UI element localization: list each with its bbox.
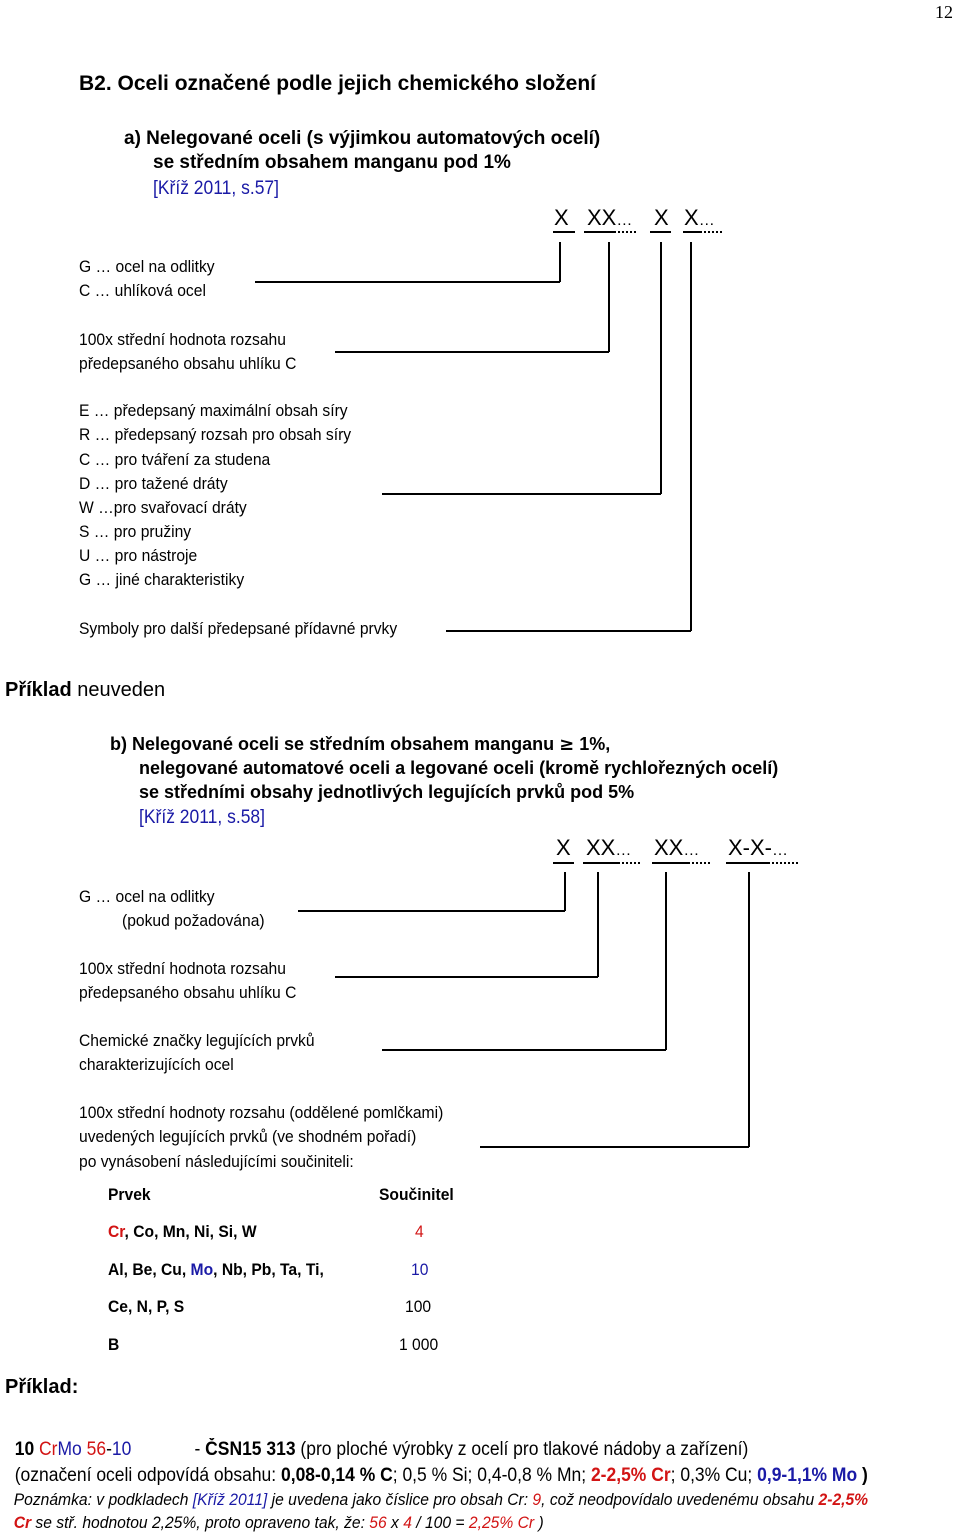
table-header-factor: Součinitel <box>379 1185 454 1204</box>
section-a-reference: [Kříž 2011, s.57] <box>153 178 279 199</box>
a-group-1-line-2: C … uhlíková ocel <box>79 281 206 300</box>
b-group-4-line-3: po vynásobení následujícími součiniteli: <box>79 1152 354 1171</box>
section-a-example: Příklad neuveden <box>5 679 166 701</box>
b-group-1-line-2: (pokud požadována) <box>122 911 265 930</box>
page-number: 12 <box>935 2 953 22</box>
table-row-1-elements <box>108 1222 257 1242</box>
a-group-3-line-6: S … pro pružiny <box>79 522 192 541</box>
row-2-el-1: Al, Be, Cu, <box>108 1260 191 1279</box>
a-group-3-line-7: U … pro nástroje <box>79 546 198 565</box>
table-row-2-elements <box>108 1260 324 1280</box>
row-1-el-2: , Co, Mn, Ni, Si, W <box>124 1222 257 1241</box>
row-3-el-1: Ce, N, P, S <box>108 1297 185 1316</box>
table-row-4-factor: 1 000 <box>399 1335 439 1354</box>
table-row-4-elements <box>108 1335 119 1355</box>
section-b-code-3: XX… <box>654 835 700 860</box>
b-group-3-line-1: Chemické značky legujících prvků <box>79 1031 315 1050</box>
b-group-4-line-1: 100x střední hodnoty rozsahu (oddělené pomlčkami) <box>79 1103 444 1122</box>
page-title: B2. Oceli označené podle jejich chemického složení <box>79 72 597 95</box>
example-line-2: (označení oceli odpovídá obsahu: 0,08-0,14 % C; 0,5 % Si; 0,4-0,8 % Mn; 2-2,5% Cr; 0,3% Cu; 0,9-1,1% Mo ) <box>14 1465 868 1486</box>
a-group-2-line-1: 100x střední hodnota rozsahu <box>79 330 286 349</box>
b-group-2-line-1: 100x střední hodnota rozsahu <box>79 959 286 978</box>
section-b-reference: [Kříž 2011, s.58] <box>139 807 265 828</box>
section-b-code-2: XX… <box>586 835 632 860</box>
section-a-code-3: X <box>654 205 669 230</box>
table-header-element: Prvek <box>108 1185 151 1204</box>
section-b-example-label: Příklad: <box>5 1376 79 1398</box>
section-b-heading-2: nelegované automatové oceli a legované oceli (kromě rychlořezných ocelí) <box>139 758 779 778</box>
table-row-2-factor: 10 <box>411 1260 429 1279</box>
a-group-3-line-5: W …pro svařovací dráty <box>79 498 247 517</box>
a-group-4-line-1: Symboly pro další předepsané přídavné prvky <box>79 619 398 638</box>
note-line-2: Cr se stř. hodnotou 2,25%, proto opraveno tak, že: 56 x 4 / 100 = 2,25% Cr ) <box>13 1513 544 1532</box>
section-a-code-4: X… <box>684 205 715 230</box>
a-group-3-line-4: D … pro tažené dráty <box>79 474 228 493</box>
row-4-el-1: B <box>108 1335 120 1354</box>
row-1-el-1: Cr <box>108 1222 125 1241</box>
b-group-3-line-2: charakterizujících ocel <box>79 1055 234 1074</box>
b-group-4-line-2: uvedených legujících prvků (ve shodném pořadí) <box>79 1127 417 1146</box>
table-row-3-factor: 100 <box>405 1297 432 1316</box>
table-row-1-factor: 4 <box>415 1222 424 1241</box>
a-group-3-line-8: G … jiné charakteristiky <box>79 570 245 589</box>
section-b-heading-1: b) Nelegované oceli se středním obsahem manganu ≥ 1%, <box>110 734 611 755</box>
a-group-3-line-1: E … předepsaný maximální obsah síry <box>79 401 348 420</box>
section-a-code-1: X <box>554 205 569 230</box>
a-group-2-line-2: předepsaného obsahu uhlíku C <box>79 354 297 373</box>
a-group-3-line-2: R … předepsaný rozsah pro obsah síry <box>79 425 352 444</box>
row-2-el-3: , Nb, Pb, Ta, Ti, <box>213 1260 324 1279</box>
section-b-code-4: X-X-… <box>728 835 788 860</box>
a-group-3-line-3: C … pro tváření za studena <box>79 450 271 469</box>
section-a-code-2: XX… <box>587 205 633 230</box>
note-line-1: Poznámka: v podkladech [Kříž 2011] je uvedena jako číslice pro obsah Cr: 9, což neodpovídalo uvedenému obsahu 2-2,5% <box>13 1490 869 1509</box>
section-b-heading-3: se středními obsahy jednotlivých legujících prvků pod 5% <box>139 782 635 802</box>
section-a-heading-2: se středním obsahem manganu pod 1% <box>153 152 511 173</box>
section-a-heading-1: a) Nelegované oceli (s výjimkou automatových ocelí) <box>124 128 601 149</box>
row-2-el-2: Mo <box>190 1260 214 1279</box>
b-group-1-line-1: G … ocel na odlitky <box>79 887 215 906</box>
example-line-1: 10 CrMo 56-10 - ČSN15 313 (pro ploché výrobky z ocelí pro tlakové nádoby a zařízení) <box>14 1439 749 1460</box>
section-b-code-1: X <box>556 835 571 860</box>
table-row-3-elements <box>108 1297 184 1317</box>
b-group-2-line-2: předepsaného obsahu uhlíku C <box>79 983 297 1002</box>
a-group-1-line-1: G … ocel na odlitky <box>79 257 215 276</box>
